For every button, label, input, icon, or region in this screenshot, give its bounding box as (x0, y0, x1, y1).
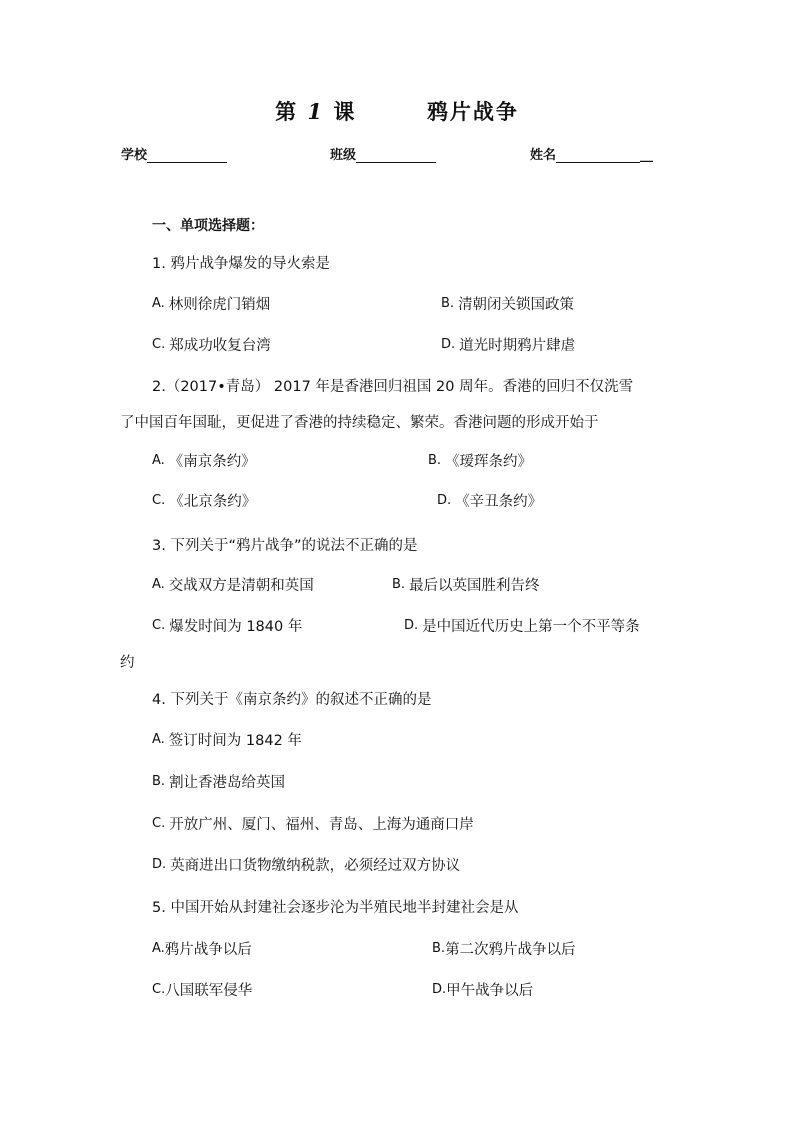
q5-option-c[interactable]: C.八国联军侵华 (152, 982, 253, 999)
page-title (0, 96, 794, 126)
q1-option-d[interactable]: D. 道光时期鸦片肆虐 (441, 337, 576, 354)
school-blank[interactable] (147, 148, 227, 163)
title-topic: 鸦片战争 (426, 99, 519, 124)
question-4-stem: 4. 下列关于《南京条约》的叙述不正确的是 (152, 692, 432, 708)
title-prefix: 第 (275, 99, 299, 124)
q2-option-a[interactable]: A. 《南京条约》 (152, 453, 256, 470)
q5-option-d[interactable]: D.甲午战争以后 (432, 982, 534, 999)
q4-option-a[interactable]: A. 签订时间为 1842 年 (152, 732, 302, 749)
q1-option-b[interactable]: B. 清朝闭关锁国政策 (441, 296, 575, 313)
name-field[interactable] (530, 144, 653, 163)
class-blank[interactable] (356, 148, 436, 163)
name-trailing: __ (640, 148, 654, 163)
q3-option-d-wrap: 约 (120, 655, 135, 671)
q3-option-d[interactable]: D. 是中国近代历史上第一个不平等条 (404, 618, 640, 635)
class-label: 班级 (330, 148, 357, 163)
section-heading: 一、单项选择题： (152, 218, 264, 234)
name-blank[interactable] (556, 148, 640, 163)
q1-option-c[interactable]: C. 郑成功收复台湾 (152, 337, 271, 354)
q4-option-c[interactable]: C. 开放广州、厦门、福州、青岛、上海为通商口岸 (152, 816, 474, 833)
school-field[interactable] (121, 144, 227, 163)
question-1-stem: 1. 鸦片战争爆发的导火索是 (152, 256, 330, 272)
q2-option-c[interactable]: C. 《北京条约》 (152, 493, 257, 510)
question-3-stem: 3. 下列关于“鸦片战争”的说法不正确的是 (152, 538, 418, 554)
question-2-stem-line-1: 2.（2017•青岛） 2017 年是香港回归祖国 20 周年。香港的回归不仅洗雪 (152, 379, 634, 395)
q2-option-b[interactable]: B. 《瑷珲条约》 (428, 453, 533, 470)
class-field[interactable] (330, 144, 436, 163)
q3-option-c[interactable]: C. 爆发时间为 1840 年 (152, 618, 303, 635)
school-label: 学校 (121, 148, 148, 163)
question-5-stem: 5. 中国开始从封建社会逐步沦为半殖民地半封建社会是从 (152, 900, 519, 916)
q1-option-a[interactable]: A. 林则徐虎门销烟 (152, 296, 271, 313)
q4-option-b[interactable]: B. 割让香港岛给英国 (152, 774, 286, 791)
title-suffix: 课 (333, 99, 357, 124)
q5-option-a[interactable]: A.鸦片战争以后 (152, 941, 252, 958)
q3-option-a[interactable]: A. 交战双方是清朝和英国 (152, 577, 314, 594)
q5-option-b[interactable]: B.第二次鸦片战争以后 (432, 941, 576, 958)
name-label: 姓名 (530, 148, 557, 163)
q4-option-d[interactable]: D. 英商进出口货物缴纳税款，必须经过双方协议 (152, 857, 461, 874)
q2-option-d[interactable]: D. 《辛丑条约》 (437, 493, 543, 510)
lesson-number: 1 (307, 99, 324, 124)
question-2-stem-line-2: 了中国百年国耻，更促进了香港的持续稳定、繁荣。香港问题的形成开始于 (120, 415, 599, 431)
q3-option-b[interactable]: B. 最后以英国胜利告终 (392, 577, 540, 594)
